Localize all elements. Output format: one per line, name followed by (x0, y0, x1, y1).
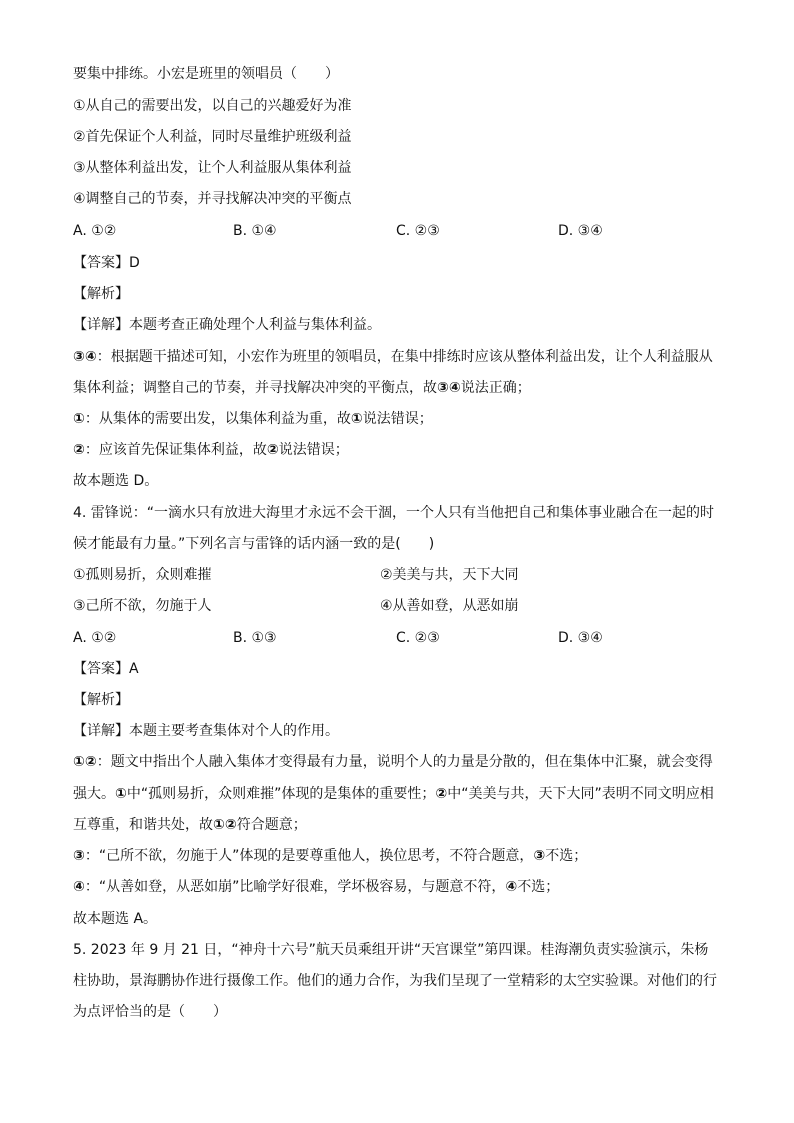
circled-mark: ③ (533, 848, 546, 864)
circled-mark: ④ (73, 879, 85, 895)
circled-marks: ③④ (73, 349, 97, 365)
para-text: 不选； (517, 879, 560, 895)
q5-stem-line1: 5. 2023 年 9 月 21 日，“神舟十六号”航天员乘组开讲“天宫课堂”第四课。桂海潮负责实验演示，朱杨 (73, 942, 709, 958)
q4-detail (73, 721, 339, 741)
circled-mark: ② (266, 442, 279, 458)
q3-item-2: ②首先保证个人利益，同时尽量维护班级利益 (73, 129, 352, 145)
q3-option-c: C. ②③ (396, 223, 440, 239)
q4-para1-line3 (73, 815, 307, 835)
para-text: 符合题意； (236, 817, 307, 833)
para-text: ：从集体的需要出发，以集体利益为重，故 (84, 411, 351, 427)
q3-detail (73, 315, 381, 335)
para-text: 互尊重，和谐共处，故 (73, 817, 213, 833)
para-text: 中“孤则易折，众则难摧”体现的是集体的重要性； (126, 786, 436, 802)
q3-answer (73, 253, 140, 273)
detail-label: 【详解】 (73, 723, 129, 739)
q3-item-3: ③从整体利益出发，让个人利益服从集体利益 (73, 160, 352, 176)
detail-label: 【详解】 (73, 317, 129, 333)
q3-option-b: B. ①④ (233, 223, 277, 239)
q4-option-c: C. ②③ (396, 630, 440, 646)
para-text: ：“从善如登，从恶如崩”比喻学好很难，学坏极容易，与题意不符， (84, 879, 506, 895)
q3-item-1: ①从自己的需要出发，以自己的兴趣爱好为准 (73, 98, 352, 114)
q4-item-2: ②美美与共，天下大同 (380, 567, 519, 583)
para-text: ：根据题干描述可知，小宏作为班里的领唱员，在集中排练时应该从整体利益出发，让个人利益服从 (96, 349, 713, 365)
q3-para2 (73, 409, 433, 429)
circled-mark: ③ (73, 848, 85, 864)
q3-para3 (73, 440, 349, 460)
circled-mark: ④ (505, 879, 518, 895)
q4-option-d: D. ③④ (558, 630, 603, 646)
para-text: 集体利益；调整自己的节奏，并寻找解决冲突的平衡点，故 (73, 380, 437, 396)
para-text: 强大。 (73, 786, 115, 802)
para-text: ：“己所不欲，勿施于人”体现的是要尊重他人，换位思考，不符合题意， (84, 848, 534, 864)
para-text: 说法错误； (278, 442, 349, 458)
q3-option-a: A. ①② (73, 223, 117, 239)
q3-analysis-label: 【解析】 (73, 286, 129, 302)
answer-label: 【答案】 (73, 661, 129, 677)
q5-stem-line3: 为点评恰当的是（ ） (73, 1004, 227, 1020)
para-text: ：题文中指出个人融入集体才变得最有力量，说明个人的力量是分散的，但在集体中汇聚，就会变得 (96, 754, 713, 770)
q3-stem: 要集中排练。小宏是班里的领唱员（ ） (73, 66, 339, 82)
circled-mark: ① (350, 411, 363, 427)
q3-para1-line1 (73, 347, 713, 367)
circled-mark: ② (73, 442, 85, 458)
q5-stem-line2: 柱协助，景海鹏协作进行摄像工作。他们的通力合作，为我们呈现了一堂精彩的太空实验课。对他们的行 (73, 973, 717, 989)
circled-marks: ③④ (437, 380, 461, 396)
q4-para3 (73, 877, 559, 897)
circled-mark: ② (435, 786, 448, 802)
para-text: 不选； (545, 848, 588, 864)
q4-option-b: B. ①③ (233, 630, 277, 646)
answer-label: 【答案】 (73, 255, 129, 271)
q4-stem-line1: 4. 雷锋说：“一滴水只有放进大海里才永远不会干涸，一个人只有当他把自己和集体事业融合在一起的时 (73, 505, 715, 521)
para-text: ：应该首先保证集体利益，故 (84, 442, 267, 458)
q4-analysis-label: 【解析】 (73, 692, 129, 708)
q3-conclusion: 故本题选 D。 (73, 473, 159, 489)
answer-value: D (129, 255, 140, 271)
q4-answer (73, 659, 139, 679)
q4-item-4: ④从善如登，从恶如崩 (380, 598, 519, 614)
q4-stem-line2: 候才能最有力量。”下列名言与雷锋的话内涵一致的是( ) (73, 536, 435, 552)
q4-item-3: ③己所不欲，勿施于人 (73, 598, 212, 614)
para-text: 中“美美与共，天下大同”表明不同文明应相 (447, 786, 714, 802)
q3-item-4: ④调整自己的节奏，并寻找解决冲突的平衡点 (73, 191, 352, 207)
para-text: 说法错误； (362, 411, 433, 427)
answer-value: A (129, 661, 139, 677)
detail-text: 本题考查正确处理个人利益与集体利益。 (129, 317, 381, 333)
q4-conclusion: 故本题选 A。 (73, 911, 158, 927)
q3-para1-line2 (73, 378, 531, 398)
q4-item-1: ①孤则易折，众则难摧 (73, 567, 212, 583)
q4-para1-line1 (73, 752, 713, 772)
q4-para1-line2 (73, 784, 714, 804)
q3-option-d: D. ③④ (558, 223, 603, 239)
q4-option-a: A. ①② (73, 630, 117, 646)
detail-text: 本题主要考查集体对个人的作用。 (129, 723, 339, 739)
circled-marks: ①② (213, 817, 237, 833)
para-text: 说法正确； (460, 380, 531, 396)
circled-marks: ①② (73, 754, 97, 770)
circled-mark: ① (115, 786, 127, 802)
q4-para2 (73, 846, 587, 866)
circled-mark: ① (73, 411, 85, 427)
